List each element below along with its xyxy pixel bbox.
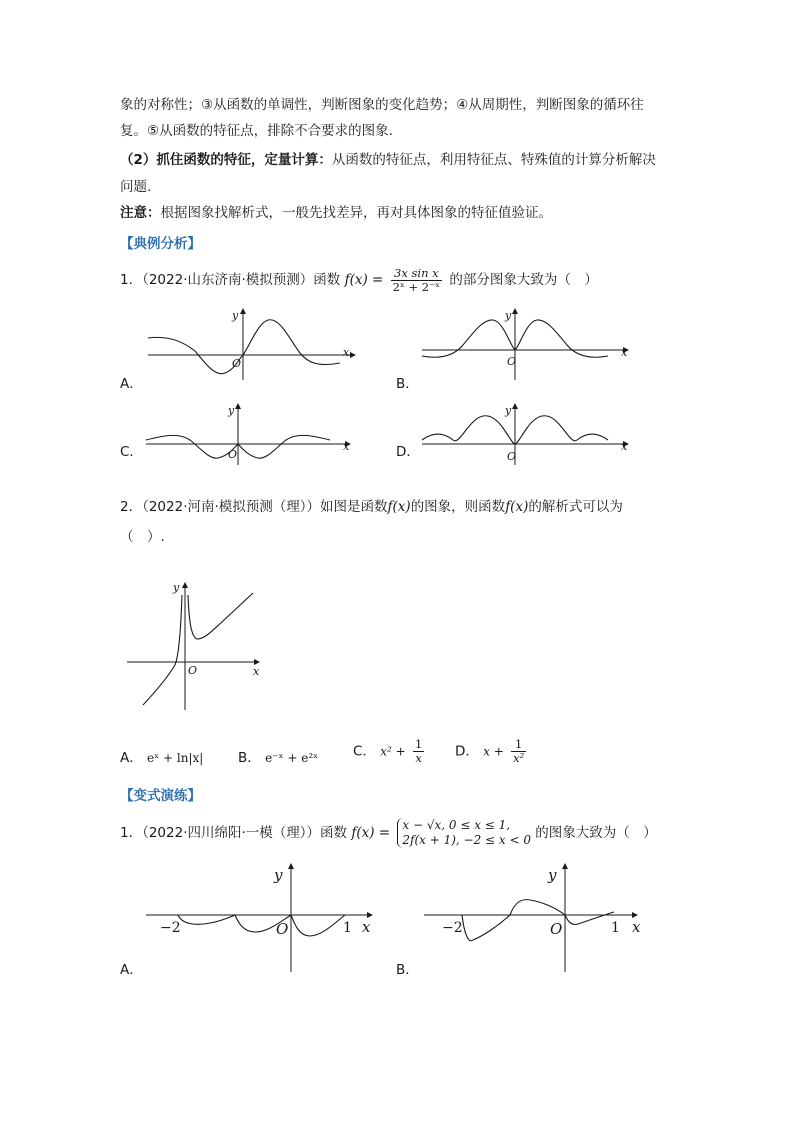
q1-denominator: 2ˣ + 2⁻ˣ (392, 279, 441, 294)
y-label: y (548, 866, 557, 884)
q3-graph-b (418, 860, 658, 975)
q1-suffix: 的部分图象大致为（ ） (449, 272, 598, 288)
note-text: 根据图象找解析式，一般先找差异，再对具体图象的特征值验证。 (160, 205, 552, 221)
q2-suffix: 的解析式可以为 (528, 499, 623, 515)
q2-option-c-denominator: x (415, 751, 422, 765)
origin-label: O (550, 920, 563, 938)
q2-option-d-label: D． (455, 743, 479, 760)
x-label: x (343, 346, 350, 359)
y-axis-arrow (235, 403, 241, 409)
one-label: 1 (611, 920, 620, 936)
q2-option-d-denominator: x² (513, 751, 525, 765)
curve-right (188, 593, 253, 639)
y-axis-arrow (182, 582, 188, 588)
y-label: y (505, 309, 512, 322)
method-2-line-2: 问题. (120, 179, 152, 195)
q3-fx: f(x) = (351, 825, 391, 841)
method-2-text: 从函数的特征点，利用特征点、特殊值的计算分析解决 (331, 152, 656, 168)
section-heading-examples: 【典例分析】 (120, 236, 201, 252)
q3-piecewise (397, 818, 531, 848)
y-label: y (274, 866, 283, 884)
q1-option-d-label[interactable]: D． (396, 444, 420, 460)
q2-option-c-numerator: 1 (414, 737, 423, 751)
x-label: x (632, 918, 641, 936)
q2-option-a[interactable] (120, 746, 203, 766)
neg-two-label: −2 (442, 920, 463, 936)
y-axis-arrow (512, 403, 518, 409)
x-axis-arrow (350, 352, 356, 358)
q2-prefix: 2．（2022·河南·模拟预测（理））如图是函数 (120, 499, 388, 515)
q2-option-d-expr: x + (483, 744, 504, 759)
one-label: 1 (343, 920, 352, 936)
q2-option-b-label: B． (238, 750, 261, 766)
q1-graph-b (418, 305, 643, 380)
q2-option-d[interactable] (455, 738, 529, 765)
q2-fx-2: f(x) (505, 499, 529, 515)
q3-option-b-label[interactable]: B． (396, 962, 419, 978)
q2-option-a-expr: eˣ + ln|x| (147, 751, 204, 765)
q1-fx: f(x) = (344, 272, 384, 288)
q2-middle: 的图象，则函数 (410, 499, 506, 515)
y-label: y (173, 581, 180, 594)
x-label: x (621, 440, 628, 453)
neg-two-label: −2 (160, 920, 181, 936)
q3-case-2: 2f(x + 1), −2 ≤ x < 0 (402, 833, 531, 847)
note-line (120, 203, 552, 223)
curve-a (148, 320, 340, 374)
q3-graph-a (140, 860, 380, 975)
q1-option-a-label[interactable]: A． (120, 376, 143, 392)
origin-label: O (507, 355, 517, 368)
q1-prefix: 1．（2022·山东济南·模拟预测）函数 (120, 272, 341, 288)
origin-label: O (228, 448, 238, 461)
method-2-heading: （2）抓住函数的特征，定量计算： (120, 152, 332, 168)
method-2-line-1 (120, 150, 656, 170)
x-label: x (253, 665, 260, 678)
y-axis-arrow (512, 308, 518, 314)
q2-option-d-numerator: 1 (511, 738, 526, 752)
q2-option-c-expr: x² + (380, 744, 406, 759)
x-label: x (343, 440, 350, 453)
q2-option-a-label: A． (120, 750, 143, 766)
curve-a (178, 915, 345, 936)
q1-graph-a (140, 305, 365, 380)
x-label: x (362, 918, 371, 936)
q3-case-1: x − √x, 0 ≤ x ≤ 1, (402, 818, 511, 832)
y-axis-arrow (240, 308, 246, 314)
origin-label: O (507, 450, 517, 463)
q2-option-b-expr: e⁻ˣ + e²ˣ (265, 751, 319, 765)
y-axis-arrow (562, 863, 568, 869)
y-label: y (228, 404, 235, 417)
x-label: x (621, 346, 628, 359)
q1-numerator: 3x sin x (391, 267, 442, 281)
origin-label: O (276, 920, 289, 938)
curve-b (462, 900, 614, 941)
q2-option-b[interactable] (238, 746, 318, 766)
q2-option-c-label: C． (353, 743, 376, 760)
q2-option-c[interactable] (353, 738, 427, 765)
q1-graph-c (140, 400, 365, 465)
y-axis-arrow (288, 863, 294, 869)
q2-stem-line-2: （ ）. (120, 529, 165, 545)
y-label: y (232, 309, 239, 322)
q2-stem-line-1 (120, 497, 623, 517)
q3-suffix: 的图象大致为（ ） (535, 825, 657, 841)
intro-line-2: 复。⑤从函数的特征点，排除不合要求的图象. (120, 123, 393, 139)
q1-option-b-label[interactable]: B． (396, 376, 419, 392)
curve-left (143, 595, 182, 705)
origin-label: O (188, 664, 198, 677)
q3-option-a-label[interactable]: A． (120, 962, 143, 978)
q1-stem (120, 265, 598, 295)
q1-graph-d (418, 400, 643, 465)
q2-graph (125, 575, 270, 710)
section-heading-practice: 【变式演练】 (120, 788, 201, 804)
q2-option-d-fraction (511, 738, 526, 765)
origin-label: O (232, 357, 242, 370)
y-label: y (505, 404, 512, 417)
q3-stem (120, 814, 657, 852)
q3-prefix: 1．（2022·四川绵阳·一模（理））函数 (120, 825, 348, 841)
q1-option-c-label[interactable]: C． (120, 444, 143, 460)
q2-fx-1: f(x) (387, 499, 411, 515)
q1-fraction (391, 267, 442, 294)
intro-line-1: 象的对称性；③从函数的单调性，判断图象的变化趋势；④从周期性，判断图象的循环往 (120, 97, 644, 113)
note-label: 注意： (120, 205, 161, 221)
q2-option-c-fraction (413, 738, 424, 765)
